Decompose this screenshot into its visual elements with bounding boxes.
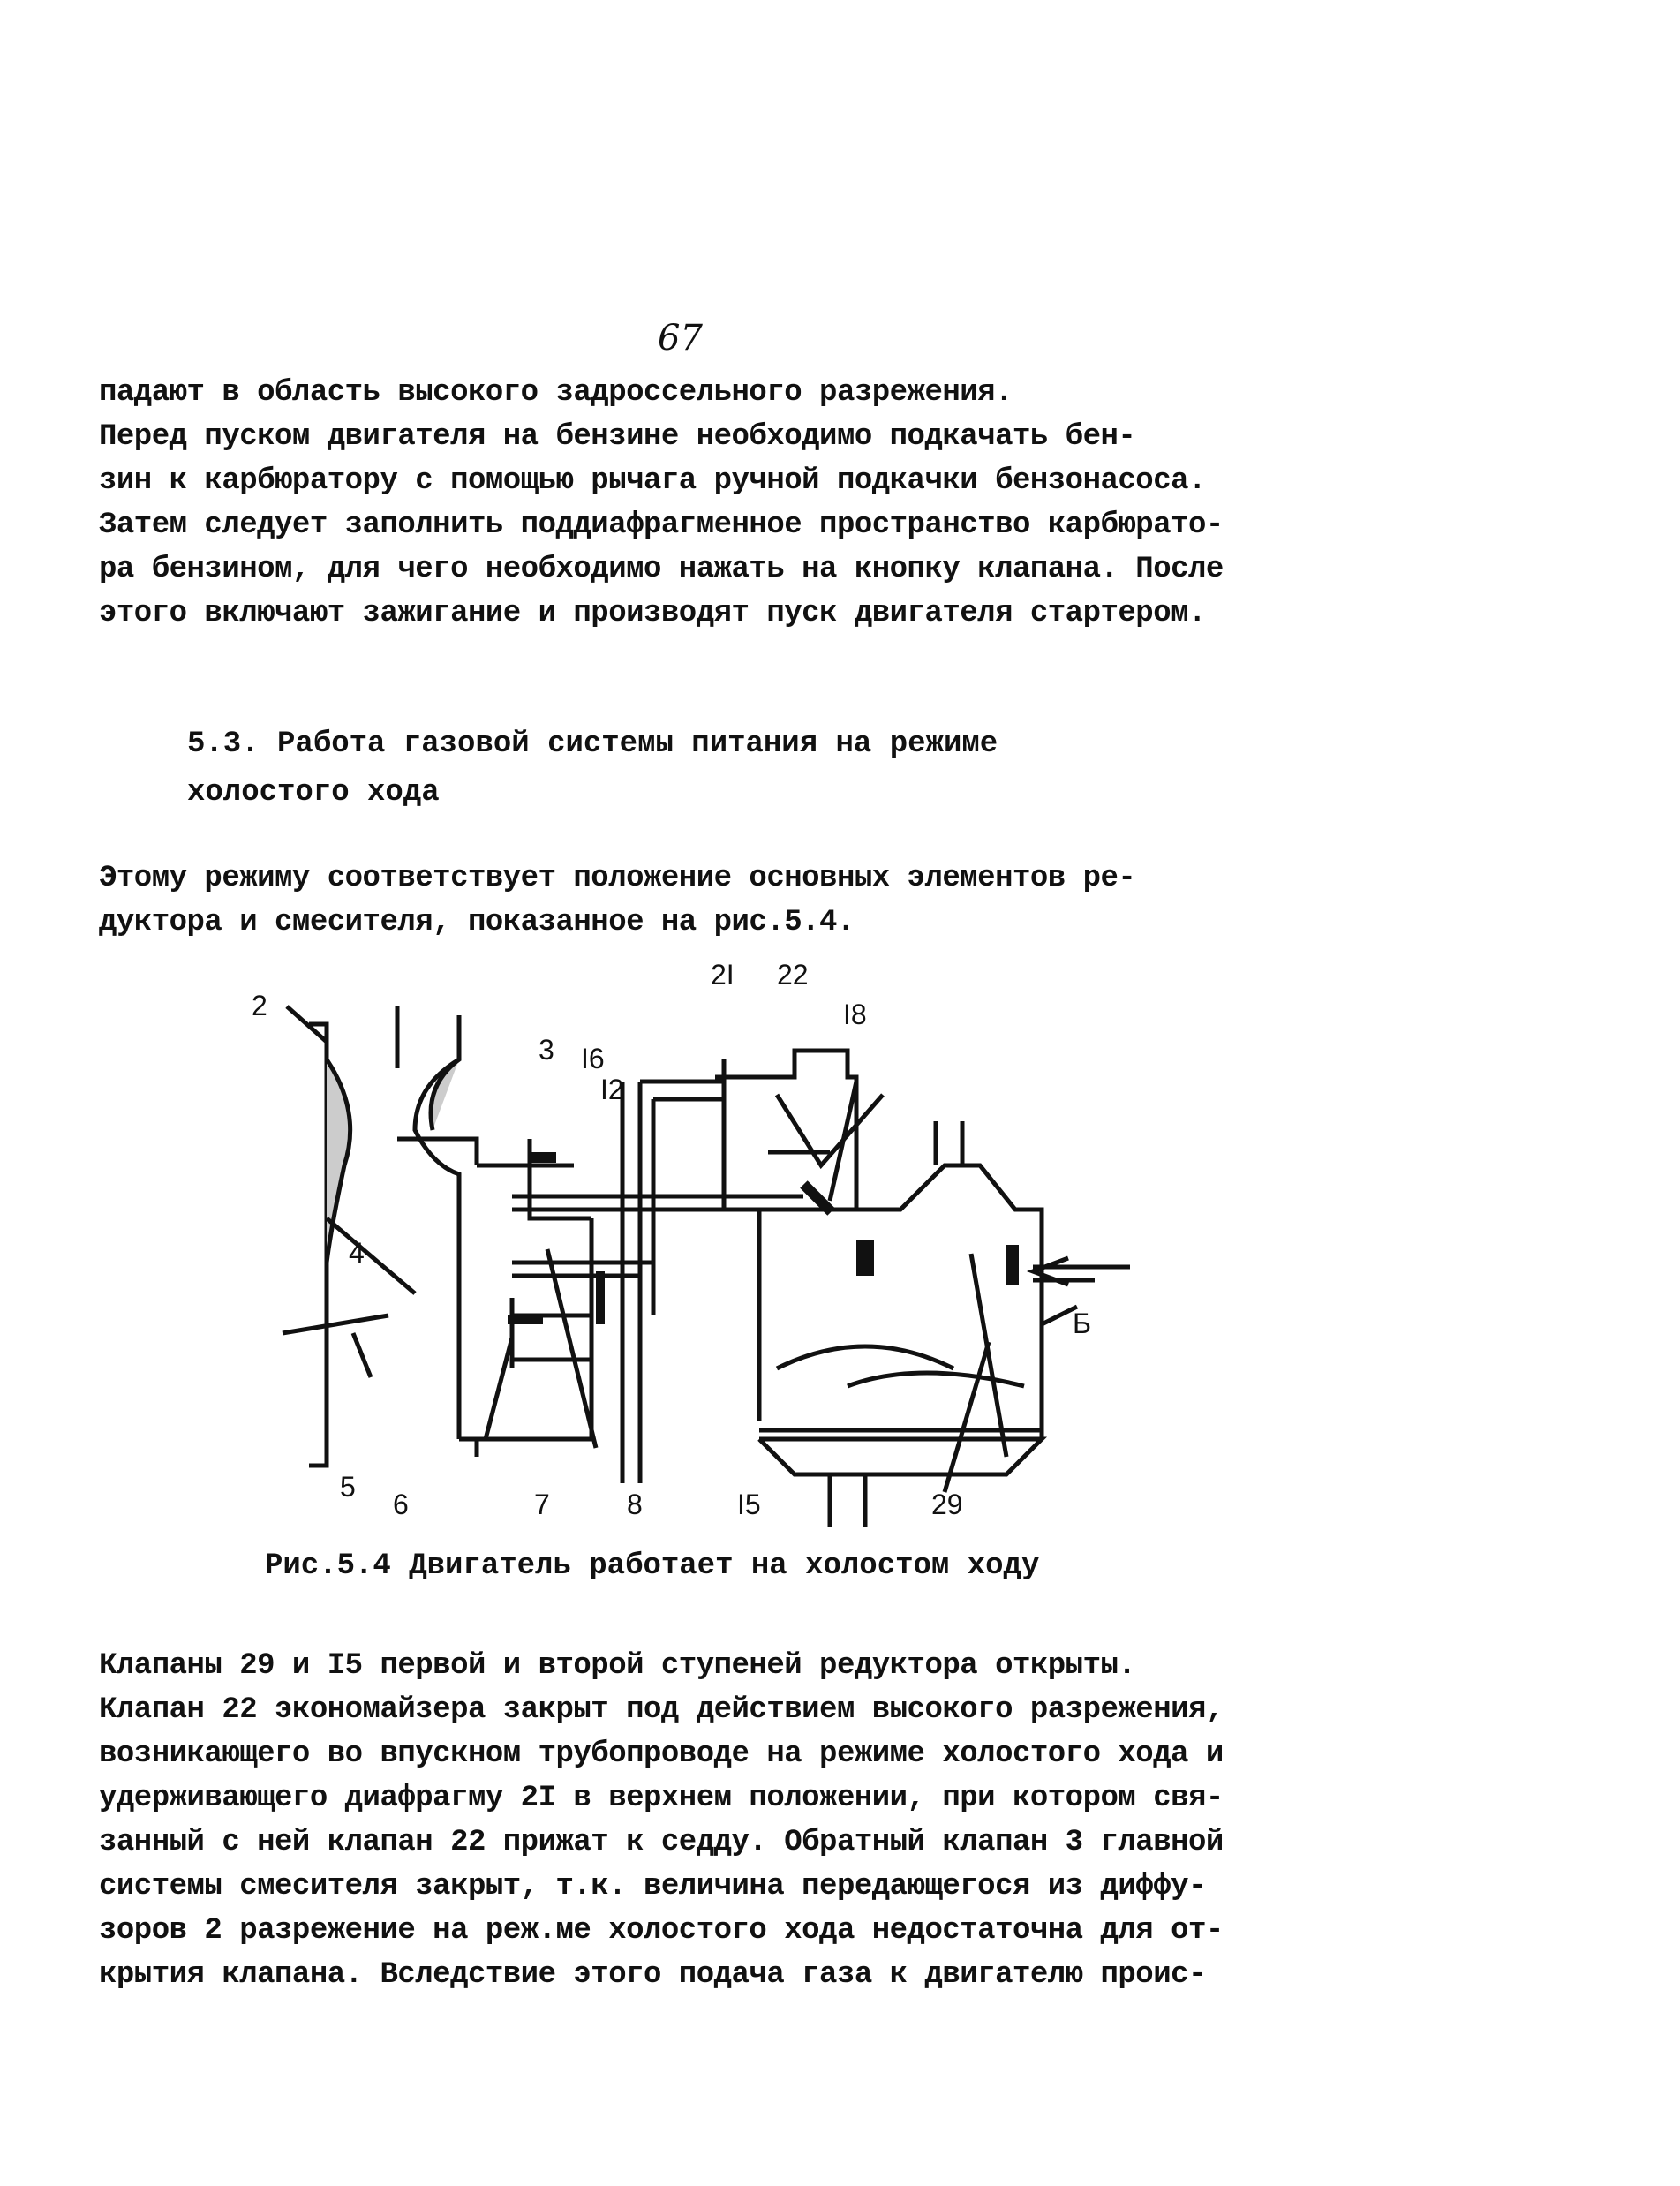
- label-16: I6: [581, 1043, 605, 1074]
- label-2: 2: [252, 990, 267, 1021]
- diffuser-shape-right: [431, 1059, 459, 1130]
- text-line: Клапан 22 экономайзера закрыт под действием высокого разрежения,: [99, 1693, 1224, 1727]
- label-5: 5: [340, 1471, 356, 1503]
- label-b: Б: [1073, 1308, 1091, 1339]
- text-line: возникающего во впускном трубопроводе на режиме холостого хода и: [99, 1737, 1224, 1771]
- text-line: Затем следует заполнить поддиафрагменное пространство карбюрато-: [99, 509, 1224, 542]
- text-line: дуктора и смесителя, показанное на рис.5.4.: [99, 906, 855, 939]
- label-3: 3: [539, 1034, 554, 1066]
- page-number: 67: [658, 318, 703, 358]
- label-21: 2I: [711, 959, 735, 991]
- text-line: удерживающего диафрагму 2I в верхнем положении, при котором свя-: [99, 1782, 1224, 1815]
- label-6: 6: [393, 1489, 409, 1520]
- text-line: этого включают зажигание и производят пуск двигателя стартером.: [99, 597, 1206, 630]
- text-line: падают в область высокого задроссельного разрежения.: [99, 376, 1013, 410]
- section-heading-line: холостого хода: [187, 776, 440, 810]
- text-line: Этому режиму соответствует положение основных элементов ре-: [99, 862, 1136, 895]
- text-line: Перед пуском двигателя на бензине необходимо подкачать бен-: [99, 420, 1136, 454]
- label-7: 7: [534, 1489, 550, 1520]
- label-15: I5: [737, 1489, 761, 1520]
- label-22: 22: [777, 959, 809, 991]
- diffuser-shape-left: [327, 1059, 350, 1263]
- label-4: 4: [349, 1237, 365, 1269]
- section-heading-line: 5.3. Работа газовой системы питания на режиме: [187, 727, 998, 761]
- figure-caption: Рис.5.4 Двигатель работает на холостом ходу: [265, 1549, 1040, 1583]
- text-line: крытия клапана. Вследствие этого подача газа к двигателю проис-: [99, 1958, 1206, 1992]
- text-line: Клапаны 29 и I5 первой и второй ступеней редуктора открыты.: [99, 1649, 1136, 1683]
- text-line: зин к карбюратору с помощью рычага ручной подкачки бензонасоса.: [99, 464, 1206, 498]
- text-line: зоров 2 разрежение на реж.ме холостого хода недостаточна для от-: [99, 1914, 1224, 1948]
- label-8: 8: [627, 1489, 643, 1520]
- label-12: I2: [600, 1074, 624, 1105]
- figure-diagram: [247, 945, 1165, 1527]
- label-18: I8: [843, 999, 867, 1030]
- text-line: системы смесителя закрыт, т.к. величина передающегося из диффу-: [99, 1870, 1206, 1903]
- text-line: ра бензином, для чего необходимо нажать на кнопку клапана. После: [99, 553, 1224, 586]
- text-line: занный с ней клапан 22 прижат к седду. Обратный клапан 3 главной: [99, 1826, 1224, 1859]
- label-29: 29: [931, 1489, 963, 1520]
